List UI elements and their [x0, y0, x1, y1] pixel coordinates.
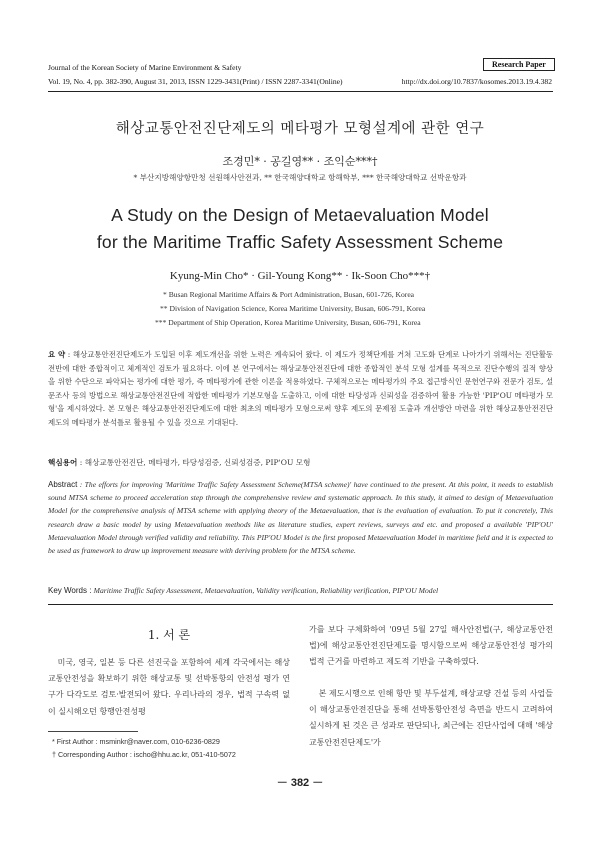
section-heading-introduction: 1. 서 론 [147, 628, 191, 642]
english-affiliation-1: * Busan Regional Maritime Affairs & Port Administration, Busan, 601-726, Korea [163, 290, 415, 299]
left-column-paragraph: 미국, 영국, 일본 등 다른 선진국을 포함하여 세계 각국에서는 해상교통안전성을 확보하기 위한 해상교통 및 선박통항의 안전성 평가 연구가 다각도로 검토·발전되어 왔다. 우리나라의 경우, 법적 구속력 없이 실시해오던 항행안전성평 [48, 658, 290, 716]
doi-link[interactable]: http://dx.doi.org/10.7837/kosomes.2013.19.4.382 [401, 77, 552, 86]
korean-title: 해상교통안전진단제도의 메타평가 모형설계에 관한 연구 [115, 121, 485, 137]
english-abstract-text: : The efforts for improving 'Maritime Traffic Safety Assessment Scheme(MTSA scheme)' have continued to the present. At this point, it needs to establish sound MTSA scheme to proceed acceleration step through the comprehensive review and systematic approach. In this study, it aimed to design of Metaevaluation Model for the comprehensive analysis of MTSA scheme with applying theory of the Metaevaluation, that is the evaluation of evaluation. To put it concretely, This research draw a basic model by using Metaevaluation methods like as literature studies, expert reviews, surveys and etc. and proposed a available 'PIP'OU' Metaevaluation Model through verified validity and reliability. This PIP'OU Model is the first proposed Metaevaluation Model in maritime field and it is expected to be used as framework to draw up improvement measure with deriving problem for the MTSA scheme. [48, 480, 553, 556]
english-keywords-label: Key Words [48, 586, 87, 595]
english-abstract [48, 478, 553, 557]
korean-affiliations: * 부산지방해양항만청 선원해사안전과, ** 한국해양대학교 항해학부, *** 한국해양대학교 선박운항과 [133, 173, 467, 182]
page-number: － 382 － [276, 777, 324, 789]
english-authors: Kyung-Min Cho* · Gil-Young Kong** · Ik-Soon Cho***† [169, 270, 431, 282]
footnote-first-author: * First Author : msminkr@naver.com, 010-6236-0829 [52, 737, 220, 746]
right-column-paragraph-1: 가를 보다 구체화하여 '09년 5월 27일 해사안전법(구, 해상교통안전법)에 해상교통안전진단제도를 명시함으로써 해상교통안전성 평가의 법적 근거를 마련하고 제도적 기반을 구축하였다. [309, 625, 553, 667]
korean-abstract-text: : 해상교통안전진단제도가 도입된 이후 제도개선을 위한 노력은 계속되어 왔다. 이 제도가 정책단계를 거쳐 고도화 단계로 나아가기 위해서는 진단활동 전반에 대한 종합적이고 체계적인 검토가 필요하다. 이에 본 연구에서는 해상교통안전진단에 대한 종합적인 분석 모형 설계를 목적으로 진단수행의 질적 향상을 위한 수단으로 파악되는 평가에 대한 평가, 즉 메타평가에 관한 이론을 적용하였다. 구체적으로는 메타평가의 주요 접근방식인 문헌연구와 전문가 검토, 설문조사 등의 방법으로 해상교통안전진단에 적합한 메타평가 기본모형을 도출하고, 이에 대한 타당성과 신뢰성을 검증하여 활용 가능한 'PIP'OU 메타평가 모형'을 제시하였다. 본 모형은 해상교통안전진단제도에 대한 최초의 메타평가 모형으로써 향후 제도의 문제점 도출과 개선방안 마련을 위한 해상교통안전진단제도의 메타평가 분석틀로 활용될 수 있을 것으로 기대된다. [48, 350, 553, 427]
english-keywords: Key Words : Maritime Traffic Safety Assessment, Metaevaluation, Validity verification, Reliability verification, PIP'OU Model [48, 586, 439, 595]
english-affiliation-3: *** Department of Ship Operation, Korea Maritime University, Busan, 606-791, Korea [155, 318, 421, 327]
footnote-corresponding-author: † Corresponding Author : ischo@hhu.ac.kr, 051-410-5072 [52, 750, 236, 759]
research-paper-badge: Research Paper [483, 58, 555, 71]
english-keywords-text: Maritime Traffic Safety Assessment, Metaevaluation, Validity verification, Reliability verification, PIP'OU Model [93, 586, 439, 595]
footnote-rule [48, 731, 138, 732]
english-abstract-label: Abstract [48, 480, 78, 489]
korean-abstract [48, 348, 553, 430]
right-column-paragraph-2: 본 제도시행으로 인해 항만 및 부두설계, 해상교량 건설 등의 사업들이 해상교통안전진단을 통해 선박통항안전성 측면을 반드시 고려하여 실시하게 된 것은 큰 성과로 판단되나, 최근에는 진단사업에 대해 '해상교통안전진단제도'가 [309, 689, 554, 747]
korean-keywords-label: 핵심용어 [48, 458, 78, 467]
english-title-line2: for the Maritime Traffic Safety Assessment Scheme [96, 232, 504, 252]
english-affiliation-2: ** Division of Navigation Science, Korea Maritime University, Busan, 606-791, Korea [160, 304, 426, 313]
header-rule [48, 91, 553, 92]
korean-keywords-text: : 해상교통안전진단, 메타평가, 타당성검증, 신뢰성검증, PIP'OU 모형 [77, 458, 311, 467]
abstract-rule [48, 604, 553, 605]
korean-authors: 조경민* · 공길영** · 조익순***† [222, 155, 378, 168]
journal-name: Journal of the Korean Society of Marine Environment & Safety [48, 63, 242, 72]
volume-info: Vol. 19, No. 4, pp. 382-390, August 31, 2013, ISSN 1229-3431(Print) / ISSN 2287-3341(Online) [48, 77, 343, 86]
korean-keywords [48, 457, 310, 468]
korean-abstract-label: 요 약 [48, 350, 66, 359]
english-title-line1: A Study on the Design of Metaevaluation Model [111, 205, 489, 225]
